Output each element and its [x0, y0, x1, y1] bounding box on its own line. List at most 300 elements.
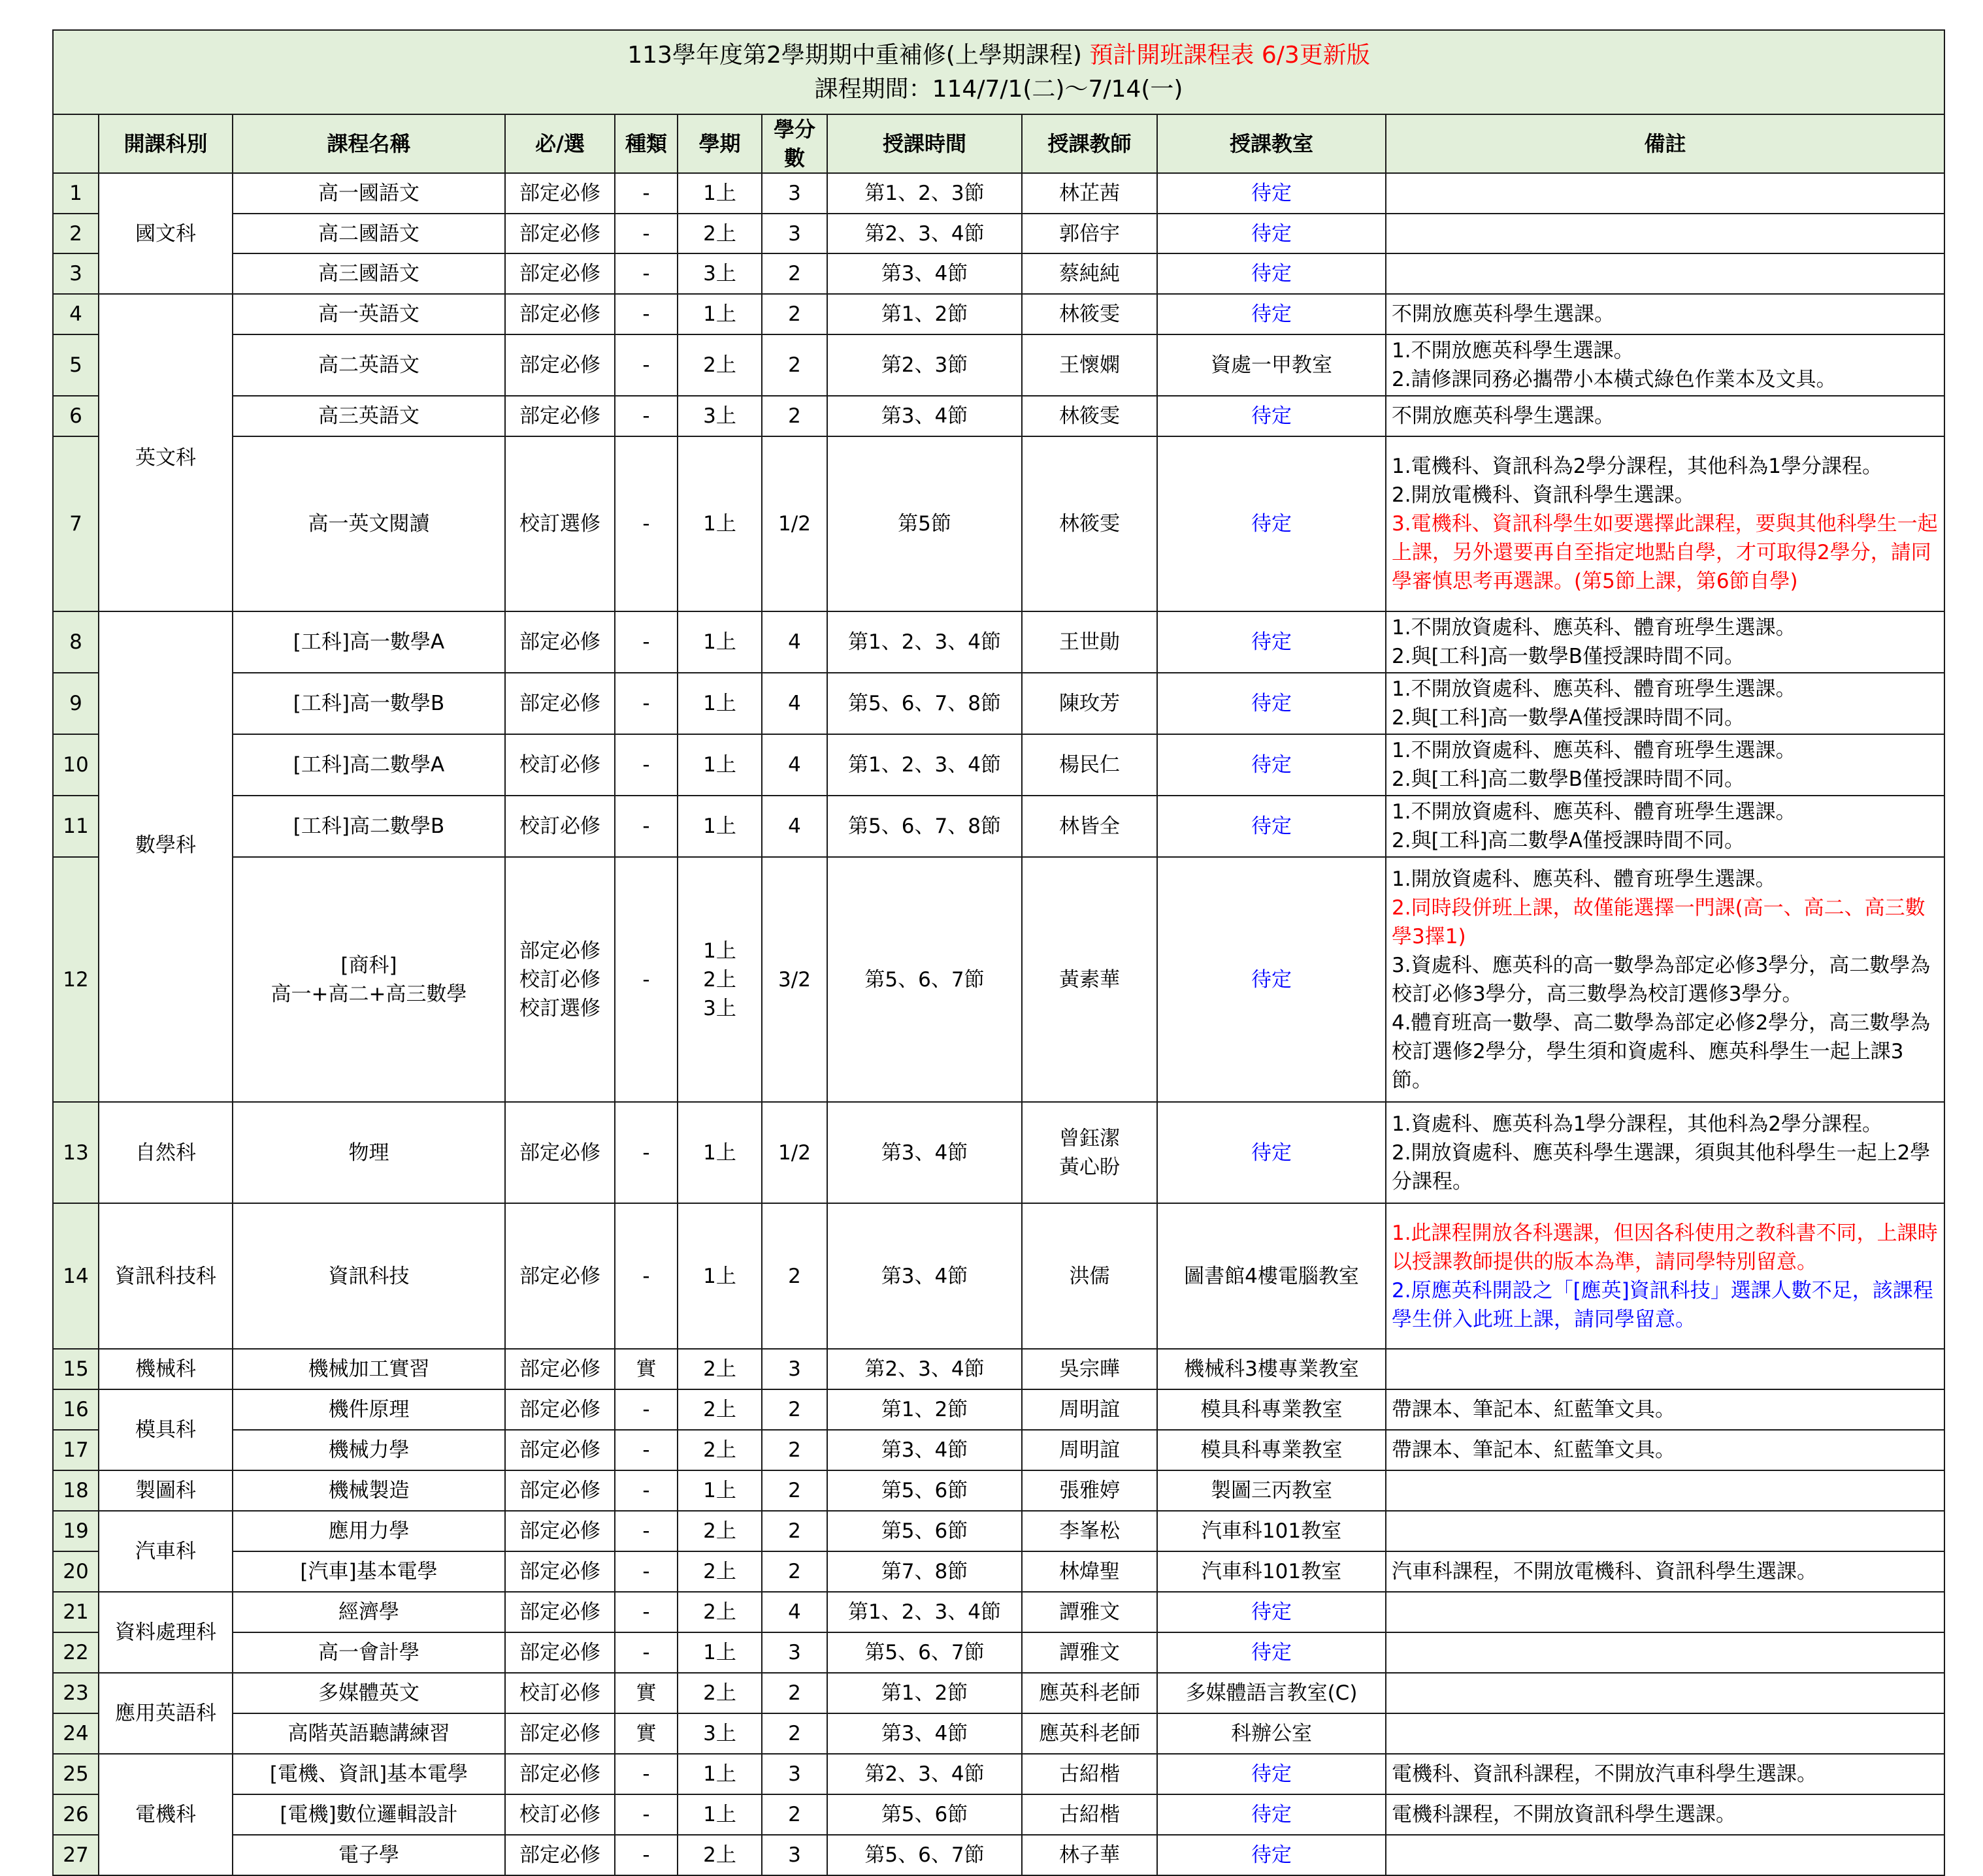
note-line: 1.開放資處科、應英科、體育班學生選課。	[1392, 867, 1776, 891]
credits: 2	[762, 253, 827, 294]
course-name-line: [商科]	[340, 953, 397, 977]
classroom: 資處一甲教室	[1157, 334, 1386, 396]
note-line: 1.不開放應英科學生選課。	[1392, 339, 1634, 363]
department-cell: 製圖科	[99, 1470, 233, 1511]
class-time: 第2、3、4節	[827, 1754, 1022, 1794]
class-time: 第3、4節	[827, 1713, 1022, 1754]
classroom: 科辦公室	[1157, 1713, 1386, 1754]
course-name: [工科]高二數學A	[233, 734, 505, 796]
term: 1上	[678, 1754, 762, 1794]
course-type: -	[615, 1389, 678, 1430]
course-type: -	[615, 214, 678, 253]
term: 2上	[678, 1349, 762, 1389]
table-row	[53, 857, 1944, 1102]
teacher: 王懷嫻	[1022, 334, 1157, 396]
note-line: 1.資處科、應英科為1學分課程，其他科為2學分課程。	[1392, 1112, 1883, 1136]
requirement: 部定必修	[505, 1349, 615, 1389]
note-line: 1.此課程開放各科選課，但因各科使用之教科書不同，上課時以授課教師提供的版本為準，請同學特別留意。	[1392, 1221, 1938, 1274]
term: 2上	[678, 1673, 762, 1713]
notes-cell	[1386, 173, 1944, 214]
page-title	[53, 30, 1944, 114]
requirement-line: 校訂選修	[519, 996, 600, 1020]
header-notes: 備註	[1386, 114, 1944, 173]
requirement: 部定必修	[505, 1835, 615, 1875]
table-row	[53, 1754, 1944, 1794]
term: 1上	[678, 1794, 762, 1835]
credits: 2	[762, 1673, 827, 1713]
course-name: 高一英文閱讀	[233, 436, 505, 611]
credits: 4	[762, 1592, 827, 1632]
notes-cell	[1386, 796, 1944, 857]
term: 2上	[678, 1389, 762, 1430]
notes-cell	[1386, 1102, 1944, 1203]
header-credits: 學分數	[762, 114, 827, 173]
row-number: 10	[53, 734, 99, 796]
credits: 2	[762, 1389, 827, 1430]
teacher: 周明誼	[1022, 1430, 1157, 1470]
credits: 4	[762, 611, 827, 673]
requirement: 部定必修	[505, 1551, 615, 1592]
course-name-line: 高一+高二+高三數學	[270, 982, 467, 1006]
requirement: 校訂必修	[505, 1794, 615, 1835]
term: 1上	[678, 436, 762, 611]
header-row	[53, 114, 1944, 173]
course-type: -	[615, 1632, 678, 1673]
term: 2上	[678, 1511, 762, 1551]
teacher: 林子華	[1022, 1835, 1157, 1875]
course-name: [工科]高二數學B	[233, 796, 505, 857]
notes-cell	[1386, 1632, 1944, 1673]
requirement: 部定必修	[505, 1511, 615, 1551]
classroom: 待定	[1157, 673, 1386, 734]
teacher: 譚雅文	[1022, 1592, 1157, 1632]
course-name: 電子學	[233, 1835, 505, 1875]
credits: 4	[762, 673, 827, 734]
table-row	[53, 214, 1944, 253]
credits: 2	[762, 1511, 827, 1551]
class-time: 第3、4節	[827, 1102, 1022, 1203]
table-row	[53, 1511, 1944, 1551]
note-line: 3.資處科、應英科的高一數學為部定必修3學分，高二數學為校訂必修3學分，高三數學為校訂選修3學分。	[1392, 953, 1931, 1006]
class-time: 第5、6節	[827, 1794, 1022, 1835]
header-index	[53, 114, 99, 173]
term: 2上	[678, 1551, 762, 1592]
teacher	[1022, 1102, 1157, 1203]
course-type: 實	[615, 1349, 678, 1389]
term: 3上	[678, 253, 762, 294]
requirement: 部定必修	[505, 1754, 615, 1794]
header-teacher: 授課教師	[1022, 114, 1157, 173]
notes-cell	[1386, 611, 1944, 673]
classroom: 待定	[1157, 1592, 1386, 1632]
course-name: 機械加工實習	[233, 1349, 505, 1389]
teacher: 林筱雯	[1022, 294, 1157, 334]
row-number: 19	[53, 1511, 99, 1551]
classroom: 待定	[1157, 436, 1386, 611]
teacher: 林芷茜	[1022, 173, 1157, 214]
table-row	[53, 294, 1944, 334]
teacher: 王世勛	[1022, 611, 1157, 673]
notes-cell	[1386, 1713, 1944, 1754]
course-name	[233, 857, 505, 1102]
row-number: 6	[53, 396, 99, 436]
note-line: 不開放應英科學生選課。	[1392, 404, 1614, 428]
classroom: 待定	[1157, 1102, 1386, 1203]
class-time: 第5、6、7、8節	[827, 673, 1022, 734]
course-name: 機件原理	[233, 1389, 505, 1430]
class-time: 第1、2節	[827, 1389, 1022, 1430]
course-period: 課程期間：114/7/1(二)～7/14(一)	[814, 75, 1183, 103]
table-row	[53, 1835, 1944, 1875]
credits: 2	[762, 1470, 827, 1511]
credits: 4	[762, 734, 827, 796]
notes-cell	[1386, 673, 1944, 734]
row-number: 16	[53, 1389, 99, 1430]
course-type: -	[615, 1102, 678, 1203]
table-row	[53, 1470, 1944, 1511]
course-name: 應用力學	[233, 1511, 505, 1551]
classroom: 待定	[1157, 214, 1386, 253]
row-number: 13	[53, 1102, 99, 1203]
table-row	[53, 1430, 1944, 1470]
notes-cell	[1386, 253, 1944, 294]
course-type: -	[615, 1551, 678, 1592]
term: 1上	[678, 611, 762, 673]
teacher: 譚雅文	[1022, 1632, 1157, 1673]
class-time: 第1、2節	[827, 1673, 1022, 1713]
course-name: 機械製造	[233, 1470, 505, 1511]
row-number: 26	[53, 1794, 99, 1835]
notes-cell	[1386, 436, 1944, 611]
teacher: 蔡純純	[1022, 253, 1157, 294]
requirement: 部定必修	[505, 214, 615, 253]
class-time: 第5、6節	[827, 1470, 1022, 1511]
notes-cell	[1386, 1794, 1944, 1835]
table-row	[53, 334, 1944, 396]
credits: 3	[762, 1754, 827, 1794]
header-type: 種類	[615, 114, 678, 173]
table-row	[53, 1203, 1944, 1349]
term: 1上	[678, 796, 762, 857]
class-time: 第1、2、3、4節	[827, 611, 1022, 673]
classroom: 待定	[1157, 1754, 1386, 1794]
department-cell: 自然科	[99, 1102, 233, 1203]
course-name: [汽車]基本電學	[233, 1551, 505, 1592]
course-type: -	[615, 1430, 678, 1470]
course-type: -	[615, 1794, 678, 1835]
header-room: 授課教室	[1157, 114, 1386, 173]
classroom: 待定	[1157, 253, 1386, 294]
course-name: [工科]高一數學B	[233, 673, 505, 734]
table-row	[53, 1794, 1944, 1835]
row-number: 23	[53, 1673, 99, 1713]
teacher: 古紹楷	[1022, 1754, 1157, 1794]
class-time: 第5、6、7、8節	[827, 796, 1022, 857]
course-name: [電機]數位邏輯設計	[233, 1794, 505, 1835]
course-type: -	[615, 334, 678, 396]
teacher: 林皆全	[1022, 796, 1157, 857]
term: 1上	[678, 734, 762, 796]
row-number: 5	[53, 334, 99, 396]
teacher: 應英科老師	[1022, 1713, 1157, 1754]
row-number: 18	[53, 1470, 99, 1511]
requirement: 校訂選修	[505, 436, 615, 611]
teacher: 吳宗曄	[1022, 1349, 1157, 1389]
class-time: 第2、3節	[827, 334, 1022, 396]
notes-cell	[1386, 1551, 1944, 1592]
row-number: 8	[53, 611, 99, 673]
note-line: 1.電機科、資訊科為2學分課程，其他科為1學分課程。	[1392, 455, 1883, 478]
row-number: 24	[53, 1713, 99, 1754]
note-line: 2.與[工科]高二數學B僅授課時間不同。	[1392, 768, 1745, 791]
requirement: 部定必修	[505, 334, 615, 396]
course-type: -	[615, 294, 678, 334]
row-number: 27	[53, 1835, 99, 1875]
course-type: -	[615, 436, 678, 611]
row-number: 17	[53, 1430, 99, 1470]
class-time: 第5、6、7節	[827, 857, 1022, 1102]
classroom: 機械科3樓專業教室	[1157, 1349, 1386, 1389]
teacher: 洪儒	[1022, 1203, 1157, 1349]
notes-cell	[1386, 1470, 1944, 1511]
row-number: 21	[53, 1592, 99, 1632]
classroom: 汽車科101教室	[1157, 1551, 1386, 1592]
row-number: 12	[53, 857, 99, 1102]
classroom: 待定	[1157, 396, 1386, 436]
course-name: 經濟學	[233, 1592, 505, 1632]
row-number: 2	[53, 214, 99, 253]
notes-cell	[1386, 294, 1944, 334]
classroom: 汽車科101教室	[1157, 1511, 1386, 1551]
course-name: 高三國語文	[233, 253, 505, 294]
classroom: 模具科專業教室	[1157, 1389, 1386, 1430]
note-line: 2.與[工科]高一數學A僅授課時間不同。	[1392, 706, 1745, 730]
classroom: 待定	[1157, 173, 1386, 214]
class-time: 第7、8節	[827, 1551, 1022, 1592]
notes-cell	[1386, 1673, 1944, 1713]
credits: 2	[762, 294, 827, 334]
course-name: 高一會計學	[233, 1632, 505, 1673]
credits: 4	[762, 796, 827, 857]
requirement: 部定必修	[505, 1592, 615, 1632]
notes-cell	[1386, 1835, 1944, 1875]
class-time: 第5、6、7節	[827, 1835, 1022, 1875]
course-type: -	[615, 1592, 678, 1632]
table-row	[53, 1102, 1944, 1203]
requirement: 部定必修	[505, 1713, 615, 1754]
classroom: 待定	[1157, 734, 1386, 796]
table-row	[53, 796, 1944, 857]
notes-cell	[1386, 1592, 1944, 1632]
table-row	[53, 1713, 1944, 1754]
course-name: [工科]高一數學A	[233, 611, 505, 673]
notes-cell	[1386, 214, 1944, 253]
course-name: 高二英語文	[233, 334, 505, 396]
course-name: 高階英語聽講練習	[233, 1713, 505, 1754]
requirement: 部定必修	[505, 611, 615, 673]
course-name: 高一國語文	[233, 173, 505, 214]
term	[678, 857, 762, 1102]
row-number: 7	[53, 436, 99, 611]
requirement: 校訂必修	[505, 734, 615, 796]
course-type: -	[615, 1835, 678, 1875]
classroom: 製圖三丙教室	[1157, 1470, 1386, 1511]
credits: 2	[762, 1430, 827, 1470]
class-time: 第1、2節	[827, 294, 1022, 334]
note-line: 不開放應英科學生選課。	[1392, 302, 1614, 326]
class-time: 第2、3、4節	[827, 1349, 1022, 1389]
note-line: 電機科課程，不開放資訊科學生選課。	[1392, 1803, 1736, 1826]
department-cell: 應用英語科	[99, 1673, 233, 1754]
credits: 3	[762, 214, 827, 253]
term: 2上	[678, 1592, 762, 1632]
header-department: 開課科別	[99, 114, 233, 173]
course-type: -	[615, 734, 678, 796]
requirement: 部定必修	[505, 673, 615, 734]
note-line: 2.同時段併班上課，故僅能選擇一門課(高一、高二、高三數學3擇1)	[1392, 896, 1926, 948]
classroom: 待定	[1157, 1632, 1386, 1673]
course-type: 實	[615, 1673, 678, 1713]
classroom: 待定	[1157, 1794, 1386, 1835]
class-time: 第3、4節	[827, 253, 1022, 294]
notes-cell	[1386, 1389, 1944, 1430]
course-schedule-table	[52, 29, 1945, 1876]
classroom: 待定	[1157, 857, 1386, 1102]
notes-cell	[1386, 734, 1944, 796]
credits: 3	[762, 173, 827, 214]
course-name: 資訊科技	[233, 1203, 505, 1349]
requirement: 部定必修	[505, 1389, 615, 1430]
requirement: 部定必修	[505, 1470, 615, 1511]
department-cell: 資訊科技科	[99, 1203, 233, 1349]
table-row	[53, 1551, 1944, 1592]
notes-cell	[1386, 1349, 1944, 1389]
class-time: 第1、2、3節	[827, 173, 1022, 214]
row-number: 11	[53, 796, 99, 857]
course-type: -	[615, 396, 678, 436]
credits: 2	[762, 1794, 827, 1835]
teacher: 李峯松	[1022, 1511, 1157, 1551]
term: 2上	[678, 334, 762, 396]
note-line: 4.體育班高一數學、高二數學為部定必修2學分，高三數學為校訂選修2學分，學生須和資處科、應英科學生一起上課3節。	[1392, 1011, 1931, 1092]
class-time: 第5、6、7節	[827, 1632, 1022, 1673]
credits: 2	[762, 1203, 827, 1349]
credits: 3	[762, 1835, 827, 1875]
credits: 2	[762, 334, 827, 396]
term-line: 2上	[703, 967, 736, 992]
credits: 1/2	[762, 1102, 827, 1203]
term: 1上	[678, 1632, 762, 1673]
classroom: 待定	[1157, 611, 1386, 673]
notes-cell	[1386, 1430, 1944, 1470]
header-required: 必/選	[505, 114, 615, 173]
note-line: 2.與[工科]高二數學A僅授課時間不同。	[1392, 829, 1745, 852]
class-time: 第3、4節	[827, 1203, 1022, 1349]
course-type: -	[615, 253, 678, 294]
classroom: 圖書館4樓電腦教室	[1157, 1203, 1386, 1349]
course-type: -	[615, 1470, 678, 1511]
course-type: -	[615, 173, 678, 214]
notes-cell	[1386, 1203, 1944, 1349]
course-name: 物理	[233, 1102, 505, 1203]
classroom: 待定	[1157, 796, 1386, 857]
class-time: 第1、2、3、4節	[827, 1592, 1022, 1632]
row-number: 15	[53, 1349, 99, 1389]
classroom: 待定	[1157, 294, 1386, 334]
course-type: -	[615, 673, 678, 734]
credits: 3	[762, 1349, 827, 1389]
table-row	[53, 1673, 1944, 1713]
table-row	[53, 1349, 1944, 1389]
notes-cell	[1386, 1754, 1944, 1794]
course-type: -	[615, 611, 678, 673]
title-main: 113學年度第2學期期中重補修(上學期課程)	[627, 41, 1090, 69]
term: 1上	[678, 673, 762, 734]
table-row	[53, 673, 1944, 734]
table-row	[53, 1592, 1944, 1632]
term: 1上	[678, 1203, 762, 1349]
header-course-name: 課程名稱	[233, 114, 505, 173]
note-line: 3.電機科、資訊科學生如要選擇此課程，要與其他科學生一起上課，另外還要再自至指定地點自學，才可取得2學分，請同學審慎思考再選課。(第5節上課，第6節自學)	[1392, 512, 1938, 593]
teacher: 林筱雯	[1022, 396, 1157, 436]
teacher: 楊民仁	[1022, 734, 1157, 796]
department-cell: 汽車科	[99, 1511, 233, 1592]
course-type: -	[615, 1511, 678, 1551]
note-line: 2.開放電機科、資訊科學生選課。	[1392, 483, 1695, 507]
row-number: 20	[53, 1551, 99, 1592]
row-number: 1	[53, 173, 99, 214]
term: 3上	[678, 396, 762, 436]
requirement-line: 校訂必修	[519, 967, 600, 992]
credits: 2	[762, 1551, 827, 1592]
note-line: 汽車科課程，不開放電機科、資訊科學生選課。	[1392, 1560, 1817, 1583]
credits: 1/2	[762, 436, 827, 611]
course-name: 高一英語文	[233, 294, 505, 334]
table-row	[53, 734, 1944, 796]
department-cell: 機械科	[99, 1349, 233, 1389]
term: 2上	[678, 1835, 762, 1875]
row-number: 25	[53, 1754, 99, 1794]
term: 1上	[678, 1470, 762, 1511]
notes-cell	[1386, 396, 1944, 436]
course-type: -	[615, 1203, 678, 1349]
class-time: 第5節	[827, 436, 1022, 611]
class-time: 第1、2、3、4節	[827, 734, 1022, 796]
requirement-line: 部定必修	[519, 939, 600, 963]
note-line: 2.原應英科開設之「[應英]資訊科技」選課人數不足，該課程學生併入此班上課，請同學留意。	[1392, 1278, 1933, 1331]
table-row	[53, 396, 1944, 436]
notes-cell	[1386, 857, 1944, 1102]
table-row	[53, 253, 1944, 294]
department-cell: 數學科	[99, 611, 233, 1102]
note-line: 1.不開放資處科、應英科、體育班學生選課。	[1392, 616, 1796, 639]
note-line: 電機科、資訊科課程，不開放汽車科學生選課。	[1392, 1762, 1817, 1786]
table-row	[53, 173, 1944, 214]
row-number: 9	[53, 673, 99, 734]
term: 1上	[678, 294, 762, 334]
department-cell: 資料處理科	[99, 1592, 233, 1673]
title-row	[53, 30, 1944, 114]
table-row	[53, 1632, 1944, 1673]
notes-cell	[1386, 1511, 1944, 1551]
course-type: -	[615, 796, 678, 857]
requirement: 部定必修	[505, 1430, 615, 1470]
teacher: 古紹楷	[1022, 1794, 1157, 1835]
row-number: 14	[53, 1203, 99, 1349]
credits: 3	[762, 1632, 827, 1673]
credits: 2	[762, 1713, 827, 1754]
department-cell: 電機科	[99, 1754, 233, 1875]
